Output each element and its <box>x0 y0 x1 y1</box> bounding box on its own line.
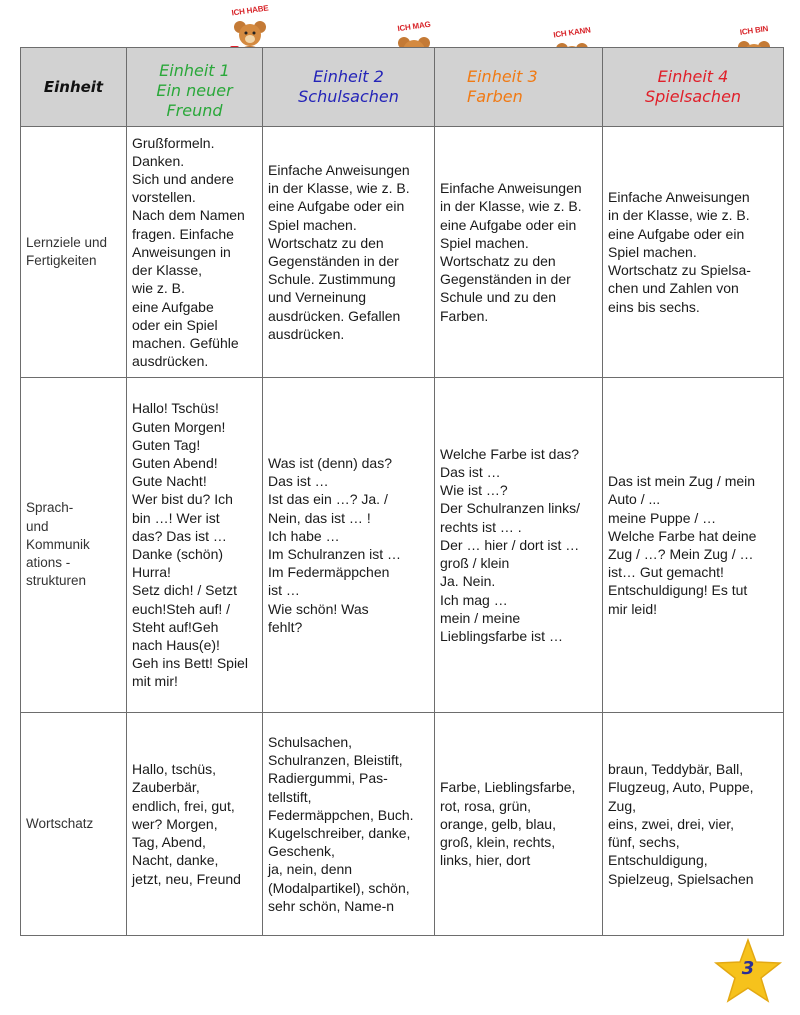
header-einheit-1 <box>127 48 263 127</box>
header-text: Einheit 3 Farben <box>467 67 538 106</box>
table-cell: braun, Teddybär, Ball, Flugzeug, Auto, Puppe, Zug, eins, zwei, drei, vier, fünf, sechs, Entschuldigung, Spielzeug, Spielsachen <box>603 713 784 936</box>
header-text: Einheit 2 Schulsachen <box>298 67 399 106</box>
table-row-wortschatz <box>21 713 784 936</box>
sticker-label: ICH KANN <box>552 25 592 40</box>
row-label: Wortschatz <box>21 713 127 936</box>
table-cell: Einfache Anweisungen in der Klasse, wie z. B. eine Aufgabe oder ein Spiel machen. Wortschatz zu den Gegenständen in der Schule. Zustimmung und Verneinung ausdrücken. Gefallen ausdrücken. <box>263 127 435 378</box>
table-row-strukturen <box>21 378 784 713</box>
header-text: Einheit 4 Spielsachen <box>644 67 742 106</box>
header-einheit-2 <box>263 48 435 127</box>
header-einheit-3 <box>435 48 603 127</box>
row-label: Lernziele und Fertigkeiten <box>21 127 127 378</box>
header-text: Einheit <box>43 78 104 96</box>
table-cell: Welche Farbe ist das? Das ist … Wie ist …? Der Schulranzen links/ rechts ist … . Der … hier / dort ist … groß / klein Ja. Nein. Ich mag … mein / meine Lieblingsfarbe ist … <box>435 378 603 713</box>
curriculum-table <box>20 47 784 936</box>
header-einheit <box>21 48 127 127</box>
sticker-label: ICH BIN <box>739 24 769 37</box>
table-cell: Farbe, Lieblingsfarbe, rot, rosa, grün, orange, gelb, blau, groß, klein, rechts, links, hier, dort <box>435 713 603 936</box>
table-cell: Schulsachen, Schulranzen, Bleistift, Radiergummi, Pas- tellstift, Federmäppchen, Buch. Kugelschreiber, danke, Geschenk, ja, nein, denn (Modalpartikel), schön, sehr schön, Name-n <box>263 713 435 936</box>
sticker-label: ICH HABE <box>231 3 269 18</box>
table-cell: Hallo! Tschüs! Guten Morgen! Guten Tag! Guten Abend! Gute Nacht! Wer bist du? Ich bin …! Wer ist das? Das ist … Danke (schön) Hurra! Setz dich! / Setzt euch!Steh auf! / Steht auf!Geh nach Haus(e)! Geh ins Bett! Spiel mit mir! <box>127 378 263 713</box>
table-row-lernziele <box>21 127 784 378</box>
page-number: 3 <box>741 958 755 979</box>
header-text: Einheit 1 Ein neuer Freund <box>156 61 233 120</box>
table-cell: Grußformeln. Danken. Sich und andere vorstellen. Nach dem Namen fragen. Einfache Anweisungen in der Klasse, wie z. B. eine Aufgabe oder ein Spiel machen. Gefühle ausdrücken. <box>127 127 263 378</box>
header-einheit-4 <box>603 48 784 127</box>
table-cell: Das ist mein Zug / mein Auto / ... meine Puppe / … Welche Farbe hat deine Zug / …? Mein Zug / … ist… Gut gemacht! Entschuldigung! Es tut mir leid! <box>603 378 784 713</box>
table-cell: Einfache Anweisungen in der Klasse, wie z. B. eine Aufgabe oder ein Spiel machen. Wortschatz zu Spielsa- chen und Zahlen von eins bis sechs. <box>603 127 784 378</box>
page-number-badge <box>713 938 783 1004</box>
table-cell: Was ist (denn) das? Das ist … Ist das ein …? Ja. / Nein, das ist … ! Ich habe … Im Schulranzen ist … Im Federmäppchen ist … Wie schön! Was fehlt? <box>263 378 435 713</box>
table-cell: Einfache Anweisungen in der Klasse, wie z. B. eine Aufgabe oder ein Spiel machen. Wortschatz zu den Gegenständen in der Schule und zu den Farben. <box>435 127 603 378</box>
sticker-label: ICH MAG <box>396 19 432 34</box>
table-cell: Hallo, tschüs, Zauberbär, endlich, frei, gut, wer? Morgen, Tag, Abend, Nacht, danke, jetzt, neu, Freund <box>127 713 263 936</box>
table-header-row <box>21 48 784 127</box>
row-label: Sprach- und Kommunik ations - strukturen <box>21 378 127 713</box>
